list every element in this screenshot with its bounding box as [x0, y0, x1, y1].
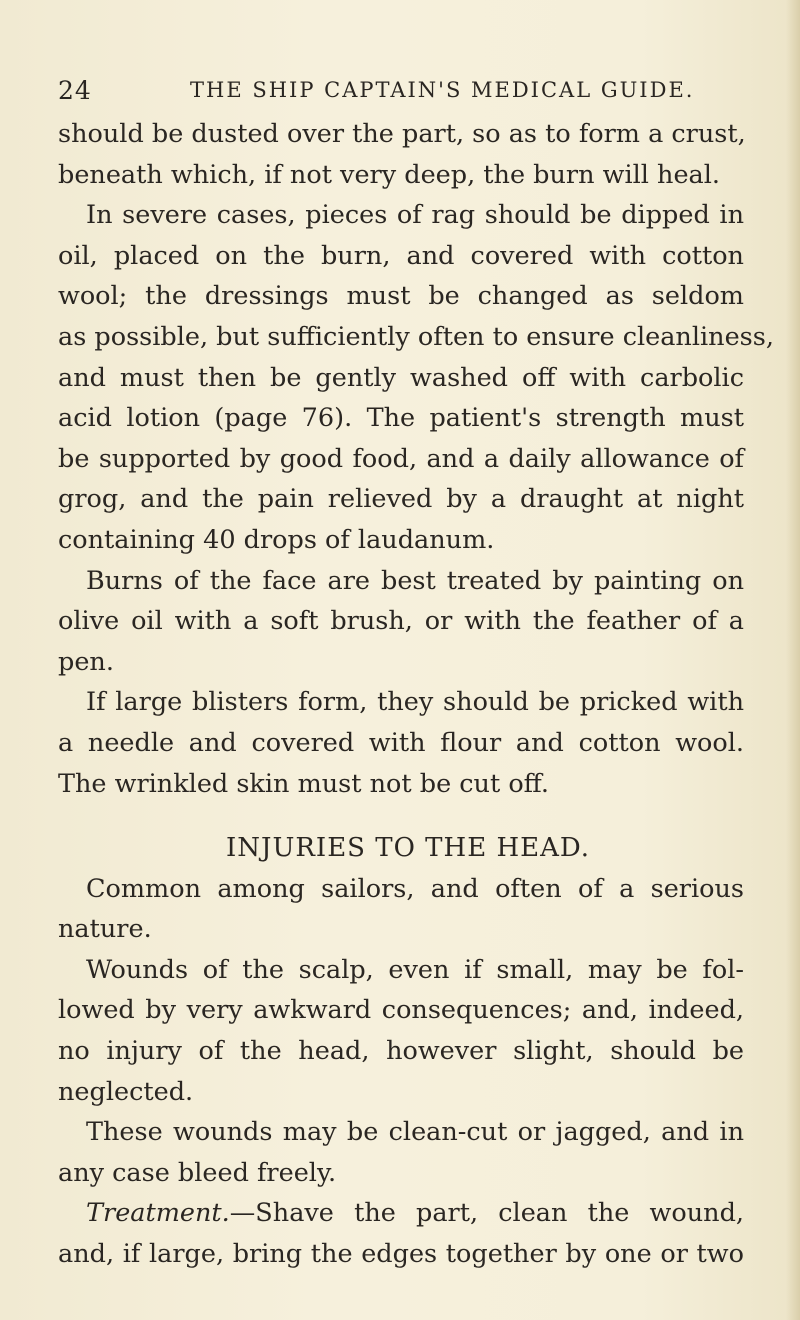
page-header — [58, 76, 738, 110]
text-line: be supported by good food, and a daily allowance of — [58, 443, 744, 474]
text-line: If large blisters form, they should be pricked with — [86, 687, 744, 718]
text-line: Common among sailors, and often of a serious — [86, 873, 744, 904]
text-line: acid lotion (page 76). The patient's strength must — [58, 403, 744, 434]
text-line: wool; the dressings must be changed as seldom — [58, 281, 744, 312]
text-line: These wounds may be clean-cut or jagged, and in — [86, 1117, 744, 1148]
treatment-text: —Shave the part, clean the wound, — [229, 1198, 744, 1229]
treatment-label: Treatment. — [86, 1198, 230, 1229]
page-body — [58, 114, 774, 1275]
text-line: In severe cases, pieces of rag should be dipped in — [86, 200, 744, 231]
text-line: neglected. — [58, 1076, 194, 1107]
text-line: nature. — [58, 914, 152, 945]
text-line: should be dusted over the part, so as to form a crust, — [58, 119, 746, 149]
text-line: and, if large, bring the edges together by one or two — [58, 1239, 744, 1270]
text-line: oil, placed on the burn, and covered with cotton — [58, 240, 744, 271]
text-line: and must then be gently washed off with carbolic — [58, 362, 744, 393]
page-edge-shadow — [786, 0, 800, 1320]
text-line: The wrinkled skin must not be cut off. — [58, 768, 549, 799]
text-line: Burns of the face are best treated by painting on — [86, 565, 744, 596]
text-line: no injury of the head, however slight, should be — [58, 1036, 744, 1067]
text-line: olive oil with a soft brush, or with the feather of a — [58, 606, 744, 637]
text-line: as possible, but sufficiently often to ensure cleanliness, — [58, 321, 774, 352]
text-line: beneath which, if not very deep, the burn will heal. — [58, 159, 721, 190]
running-head: THE SHIP CAPTAIN'S MEDICAL GUIDE. — [190, 78, 695, 102]
text-line: containing 40 drops of laudanum. — [58, 524, 495, 555]
text-line: lowed by very awkward consequences; and, indeed, — [58, 995, 744, 1026]
text-line: any case bleed freely. — [58, 1157, 337, 1188]
text-line: a needle and covered with flour and cotton wool. — [58, 727, 744, 758]
text-line: grog, and the pain relieved by a draught at night — [58, 484, 744, 515]
page-number: 24 — [58, 76, 92, 105]
text-line: Wounds of the scalp, even if small, may be fol- — [86, 954, 744, 985]
text-line: pen. — [58, 646, 114, 677]
section-heading: INJURIES TO THE HEAD. — [226, 833, 591, 864]
text-line-treatment — [58, 1193, 744, 1234]
